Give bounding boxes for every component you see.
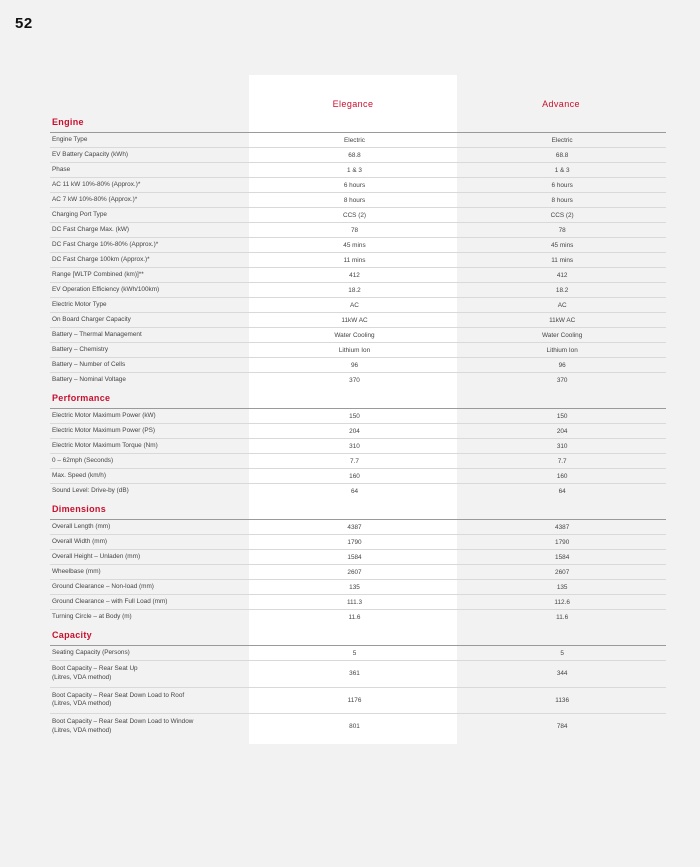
elegance-value: AC xyxy=(350,301,359,309)
advance-value: AC xyxy=(557,301,567,309)
spec-label: Max. Speed (km/h) xyxy=(52,471,106,479)
spec-label: Electric Motor Maximum Torque (Nm) xyxy=(52,441,158,449)
elegance-value: 361 xyxy=(349,670,360,678)
spec-row xyxy=(50,409,666,424)
spec-label: Electric Motor Maximum Power (PS) xyxy=(52,426,155,434)
spec-row xyxy=(50,373,666,387)
advance-value: 7.7 xyxy=(557,457,567,465)
spec-row xyxy=(50,178,666,193)
page-number: 52 xyxy=(15,15,33,32)
advance-value: Water Cooling xyxy=(542,331,583,339)
spec-row xyxy=(50,148,666,163)
spec-row xyxy=(50,253,666,268)
elegance-value: Lithium Ion xyxy=(338,346,371,354)
spec-label: Ground Clearance – with Full Load (mm) xyxy=(52,597,168,605)
column-header-elegance: Elegance xyxy=(332,99,374,109)
spec-row xyxy=(50,439,666,454)
spec-label: Battery – Nominal Voltage xyxy=(52,375,126,383)
advance-value: 1136 xyxy=(555,696,570,704)
spec-row xyxy=(50,580,666,595)
spec-row xyxy=(50,343,666,358)
spec-sections xyxy=(50,117,666,740)
advance-value: 68.8 xyxy=(555,151,569,159)
advance-value: 310 xyxy=(556,442,568,450)
advance-value: 150 xyxy=(556,412,568,420)
column-header-row xyxy=(50,75,666,117)
spec-row xyxy=(50,610,666,624)
advance-value: 11 mins xyxy=(551,256,574,264)
elegance-value: 78 xyxy=(350,226,359,234)
spec-row xyxy=(50,565,666,580)
elegance-value: Water Cooling xyxy=(334,331,375,339)
spec-row xyxy=(50,223,666,238)
spec-label: Engine Type xyxy=(52,135,88,143)
spec-label: DC Fast Charge Max. (kW) xyxy=(52,225,130,233)
advance-value: 344 xyxy=(556,670,568,678)
elegance-value: 7.7 xyxy=(350,457,359,465)
advance-value: 784 xyxy=(556,723,568,731)
spec-label: Overall Length (mm) xyxy=(52,522,111,530)
advance-value: 135 xyxy=(556,583,568,591)
spec-label: Seating Capacity (Persons) xyxy=(52,648,130,656)
elegance-value: 18.2 xyxy=(348,286,361,294)
spec-section xyxy=(50,387,666,498)
section-title: Capacity xyxy=(50,624,666,646)
spec-row xyxy=(50,133,666,148)
advance-value: 64 xyxy=(558,487,566,495)
spec-label: EV Operation Efficiency (kWh/100km) xyxy=(52,285,160,293)
elegance-value: 11kW AC xyxy=(341,316,368,324)
advance-value: CCS (2) xyxy=(550,211,574,219)
section-title: Dimensions xyxy=(50,498,666,520)
spec-label: Charging Port Type xyxy=(52,210,107,218)
advance-value: 18.2 xyxy=(555,286,569,294)
advance-value: 370 xyxy=(556,376,568,384)
spec-row xyxy=(50,193,666,208)
elegance-value: CCS (2) xyxy=(342,211,367,219)
elegance-value: 801 xyxy=(349,723,360,731)
advance-value: 8 hours xyxy=(551,196,573,204)
advance-value: 78 xyxy=(558,226,566,234)
elegance-value: 150 xyxy=(349,412,360,420)
elegance-value: 11.6 xyxy=(348,613,361,621)
spec-label: 0 – 62mph (Seconds) xyxy=(52,456,114,464)
spec-label: DC Fast Charge 10%-80% (Approx.)* xyxy=(52,240,159,248)
elegance-value: 204 xyxy=(349,427,360,435)
spec-row xyxy=(50,646,666,661)
spec-label: Sound Level: Drive-by (dB) xyxy=(52,486,129,494)
spec-row xyxy=(50,688,666,715)
spec-row xyxy=(50,298,666,313)
spec-row xyxy=(50,714,666,740)
elegance-value: 111.3 xyxy=(346,598,363,606)
elegance-value: 68.8 xyxy=(348,151,361,159)
spec-label: DC Fast Charge 100km (Approx.)* xyxy=(52,255,150,263)
spec-section xyxy=(50,117,666,387)
elegance-value: Electric xyxy=(344,136,365,144)
advance-value: 4387 xyxy=(555,523,570,531)
elegance-value: 11 mins xyxy=(343,256,366,264)
spec-row xyxy=(50,484,666,498)
column-header-advance: Advance xyxy=(542,99,580,109)
spec-row xyxy=(50,268,666,283)
elegance-value: 45 mins xyxy=(343,241,366,249)
spec-label: Wheelbase (mm) xyxy=(52,567,101,575)
spec-label: Electric Motor Maximum Power (kW) xyxy=(52,411,156,419)
elegance-value: 310 xyxy=(349,442,360,450)
advance-value: 1 & 3 xyxy=(554,166,570,174)
elegance-value: 4387 xyxy=(347,523,362,531)
elegance-value: 1176 xyxy=(347,696,362,704)
advance-value: 204 xyxy=(556,427,568,435)
spec-row xyxy=(50,520,666,535)
elegance-value: 135 xyxy=(349,583,360,591)
spec-row xyxy=(50,454,666,469)
spec-label: Boot Capacity – Rear Seat Down Load to Roof (Litres, VDA method) xyxy=(52,691,185,708)
spec-row xyxy=(50,283,666,298)
spec-label: AC 11 kW 10%-80% (Approx.)* xyxy=(52,180,141,188)
elegance-value: 1584 xyxy=(347,553,362,561)
advance-value: 11.6 xyxy=(556,613,569,621)
spec-row xyxy=(50,595,666,610)
elegance-value: 1 & 3 xyxy=(347,166,362,174)
spec-label: On Board Charger Capacity xyxy=(52,315,131,323)
spec-row xyxy=(50,238,666,253)
spec-label: Phase xyxy=(52,165,71,173)
advance-value: 5 xyxy=(560,649,564,657)
advance-value: Electric xyxy=(551,136,573,144)
spec-label: Electric Motor Type xyxy=(52,300,107,308)
spec-row xyxy=(50,163,666,178)
spec-label: Boot Capacity – Rear Seat Up (Litres, VDA method) xyxy=(52,665,138,681)
advance-value: 1584 xyxy=(555,553,570,561)
elegance-value: 160 xyxy=(349,472,360,480)
elegance-value: 370 xyxy=(349,376,360,384)
spec-label: Boot Capacity – Rear Seat Down Load to Window (Litres, VDA method) xyxy=(52,718,194,734)
spec-label: Battery – Chemistry xyxy=(52,345,109,353)
elegance-value: 64 xyxy=(350,487,359,495)
elegance-value: 2607 xyxy=(347,568,362,576)
advance-value: 45 mins xyxy=(550,241,574,249)
section-title: Performance xyxy=(50,387,666,409)
spec-row xyxy=(50,469,666,484)
spec-row xyxy=(50,328,666,343)
spec-label: Ground Clearance – Non-load (mm) xyxy=(52,582,154,590)
elegance-value: 412 xyxy=(349,271,360,279)
spec-label: AC 7 kW 10%-80% (Approx.)* xyxy=(52,195,138,203)
spec-row xyxy=(50,535,666,550)
spec-label: Overall Width (mm) xyxy=(52,537,108,545)
advance-value: 96 xyxy=(558,361,566,369)
elegance-value: 5 xyxy=(352,649,357,657)
elegance-value: 96 xyxy=(350,361,359,369)
spec-label: Battery – Number of Cells xyxy=(52,360,126,368)
spec-row xyxy=(50,550,666,565)
section-title: Engine xyxy=(50,117,666,133)
advance-value: 2607 xyxy=(555,568,570,576)
spec-label: Overall Height – Unladen (mm) xyxy=(52,552,141,560)
spec-row xyxy=(50,358,666,373)
spec-row xyxy=(50,661,666,688)
spec-section xyxy=(50,498,666,624)
advance-value: 11kW AC xyxy=(549,316,576,324)
advance-value: Lithium Ion xyxy=(546,346,578,354)
advance-value: 1790 xyxy=(555,538,570,546)
spec-row xyxy=(50,208,666,223)
advance-value: 6 hours xyxy=(551,181,573,189)
spec-label: Turning Circle – at Body (m) xyxy=(52,612,132,620)
spec-row xyxy=(50,313,666,328)
spec-section xyxy=(50,624,666,740)
spec-label: EV Battery Capacity (kWh) xyxy=(52,150,128,158)
spec-label: Range [WLTP Combined (km)]** xyxy=(52,270,144,278)
spec-table xyxy=(50,75,666,740)
elegance-value: 1790 xyxy=(347,538,362,546)
spec-label: Battery – Thermal Management xyxy=(52,330,142,338)
advance-value: 412 xyxy=(556,271,568,279)
advance-value: 160 xyxy=(556,472,568,480)
spec-row xyxy=(50,424,666,439)
elegance-value: 8 hours xyxy=(343,196,366,204)
elegance-value: 6 hours xyxy=(343,181,366,189)
advance-value: 112.6 xyxy=(554,598,570,606)
